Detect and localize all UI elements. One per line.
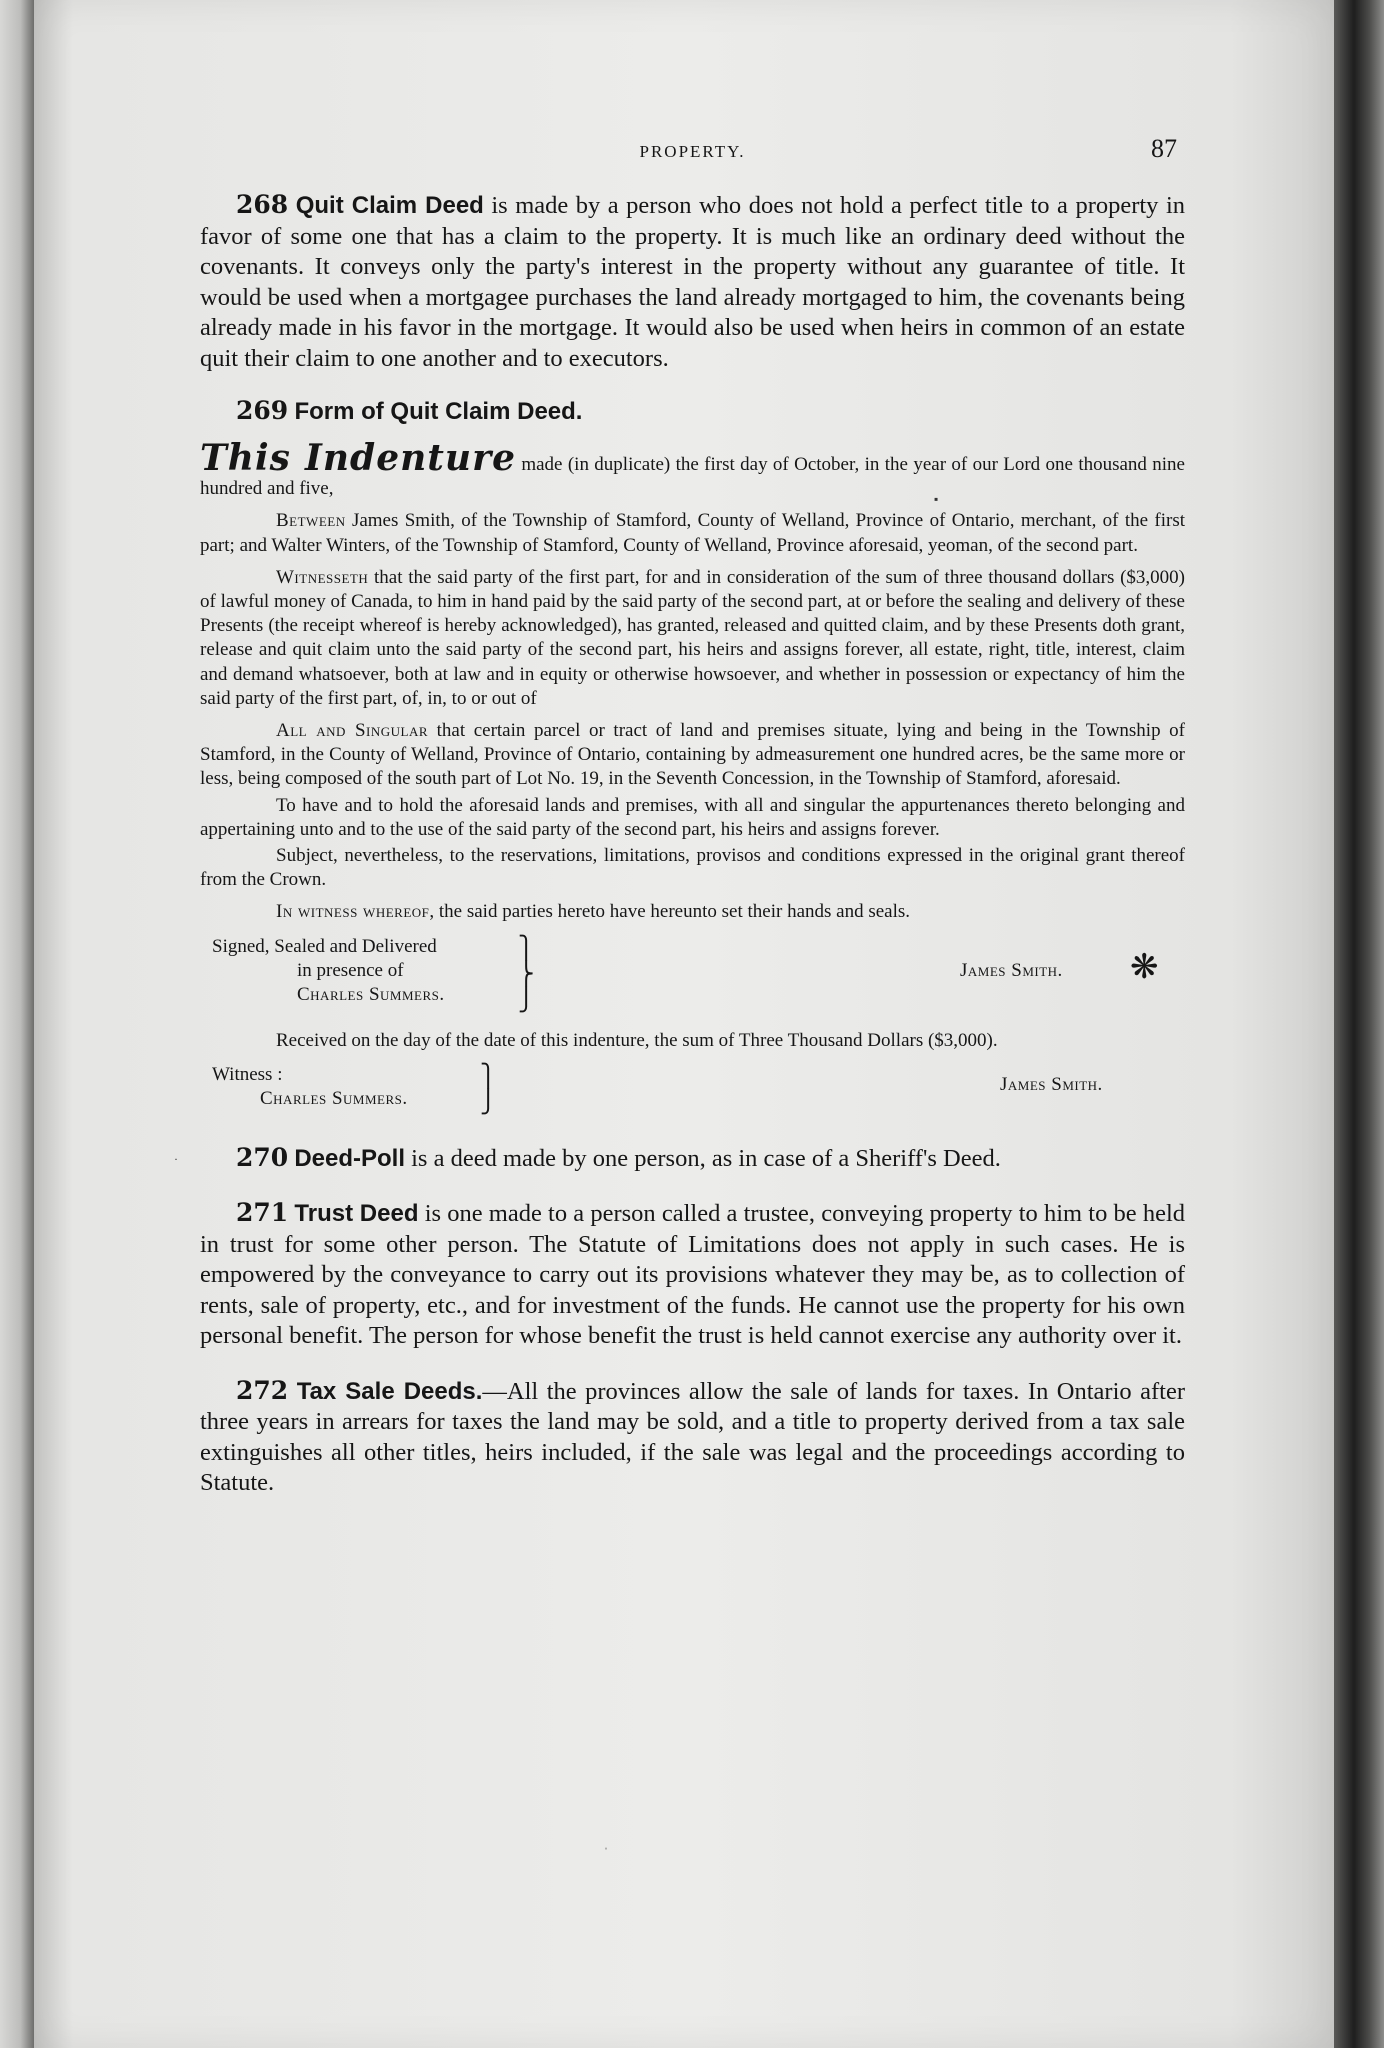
- section-270: [200, 1143, 1185, 1175]
- form-subject: Subject, nevertheless, to the reservations, limitations, provisos and conditions expressed in the original grant thereof from the Crown.: [200, 845, 1185, 891]
- witness-name: Charles Summers.: [297, 983, 445, 1005]
- section-272: [200, 1376, 1185, 1499]
- form-between: [200, 509, 1185, 557]
- signer-name: James Smith.: [960, 959, 1063, 981]
- form-all-and-singular: [200, 719, 1185, 792]
- running-head: [200, 130, 1185, 170]
- indenture-title: This Indenture: [200, 437, 516, 479]
- section-268: [200, 190, 1185, 374]
- signer-name: James Smith.: [1000, 1073, 1103, 1095]
- receipt-text: Received on the day of the date of this indenture, the sum of Three Thousand Dollars ($3,000).: [276, 1029, 998, 1051]
- form-label: All and Singular: [276, 720, 429, 742]
- form-witnesseth: [200, 566, 1185, 711]
- form-opening-text: made (in duplicate) the first day of October, in the year of our Lord one thousand nine hundred and five,: [200, 454, 1185, 500]
- page-content: [200, 130, 1185, 1499]
- section-number: 271: [236, 1198, 289, 1228]
- section-heading: Form of Quit Claim Deed.: [294, 398, 583, 425]
- section-heading: Tax Sale Deeds.: [296, 1377, 483, 1405]
- facing-page-edge: [0, 0, 34, 2048]
- section-269: [236, 396, 1185, 426]
- section-text: is made by a person who does not hold a perfect title to a property in favor of some one that has a claim to the property. It is much like an ordinary deed without the covenants. It conveys only the party's interest in the property without any guarantee of title. It would be used when a mortgagee purchases the land already mortgaged to him, the covenants being already made in his favor in the mortgage. It would also be used when heirs in common of an estate quit their claim to one another and to executors.: [200, 192, 1186, 372]
- form-paragraph-text: that certain parcel or tract of land and premises situate, lying and being in the Township of Stamford, in the County of Welland, Province of Ontario, containing by admeasurement one hundred acres, be the same more or less, being composed of the south part of Lot No. 19, in the Seventh Concession, in the Township of Stamford, aforesaid.: [200, 720, 1186, 790]
- scan-speck: ˈ: [604, 1845, 608, 1859]
- section-number: 272: [236, 1375, 289, 1405]
- form-in-witness: [200, 900, 1185, 924]
- presence-line: in presence of: [297, 959, 404, 981]
- section-271: [200, 1198, 1185, 1352]
- section-heading: Quit Claim Deed: [295, 192, 484, 219]
- witness-name: Charles Summers.: [260, 1087, 408, 1109]
- running-title: PROPERTY.: [639, 142, 746, 161]
- form-label: Between: [276, 510, 346, 532]
- form-label: Witnesseth: [276, 566, 369, 588]
- section-number: 269: [236, 396, 289, 425]
- signed-sealed-delivered: [212, 935, 445, 1007]
- form-paragraph-text: James Smith, of the Township of Stamford, County of Welland, Province of Ontario, merchant, of the first part; and Walter Winters, of the Township of Stamford, County of Welland, Province aforesaid, yeoman, of the second part.: [200, 510, 1185, 556]
- witness-label: Witness :: [212, 1063, 283, 1085]
- brace-glyph: ⎫ ⎭: [480, 1062, 497, 1114]
- section-heading: Deed-Poll: [294, 1144, 405, 1172]
- receipt-witness-block: [200, 1063, 1185, 1117]
- form-opening: [200, 437, 1185, 501]
- book-gutter-edge: [1334, 0, 1384, 2048]
- section-text: —All the provinces allow the sale of lands for taxes. In Ontario after three years in arrears for taxes the land may be sold, and a title to property derived from a tax sale extinguishes all other titles, heirs included, if the sale was legal and the proceedings according to Statute.: [200, 1377, 1186, 1497]
- signed-line: Signed, Sealed and Delivered: [212, 935, 437, 957]
- scan-speck: ·: [174, 1152, 178, 1166]
- section-number: 270: [236, 1142, 289, 1172]
- form-label: In witness whereof: [276, 901, 430, 923]
- receipt-witness: [212, 1063, 408, 1111]
- scan-speck: ▪: [934, 492, 939, 506]
- section-text: is one made to a person called a trustee, conveying property to him to be held in trust for some other person. The Statute of Limitations does not apply in such cases. He is empowered by the conveyance to carry out its provisions whatever they may be, as to collection of rents, sale of property, etc., and for investment of the funds. He cannot use the property for his own personal benefit. The person for whose benefit the trust is held cannot exercise any authority over it.: [200, 1200, 1186, 1350]
- form-paragraph-text: that the said party of the first part, for and in consideration of the sum of three thousand dollars ($3,000) of lawful money of Canada, to him in hand paid by the said party of the second part, at or before the sealing and delivery of these Presents (the receipt whereof is hereby acknowledged), has granted, released and quitted claim, and by these Presents doth grant, release and quit claim unto the said party of the second part, his heirs and assigns forever, all estate, right, title, interest, claim and demand whatsoever, both at law and in equity or otherwise howsoever, and whether in possession or expectancy of him the said party of the first part, of, in, to or out of: [200, 566, 1185, 709]
- form-habendum: To have and to hold the aforesaid lands and premises, with all and singular the appurtenances thereto belonging and appertaining unto and to the use of the said party of the second part, his heirs and assigns forever.: [200, 794, 1185, 840]
- brace-glyph: ⎫ ⎬ ⎭: [518, 934, 535, 1012]
- section-heading: Trust Deed: [294, 1200, 419, 1228]
- section-text: is a deed made by one person, as in case of a Sheriff's Deed.: [405, 1144, 1001, 1172]
- section-number: 268: [236, 190, 289, 219]
- form-paragraph-text: , the said parties hereto have hereunto set their hands and seals.: [429, 901, 911, 923]
- page-number: 87: [1151, 134, 1177, 163]
- quit-claim-deed-form: [200, 437, 1186, 1117]
- seal-icon: ❋: [1130, 948, 1159, 986]
- signature-block: [200, 935, 1185, 1017]
